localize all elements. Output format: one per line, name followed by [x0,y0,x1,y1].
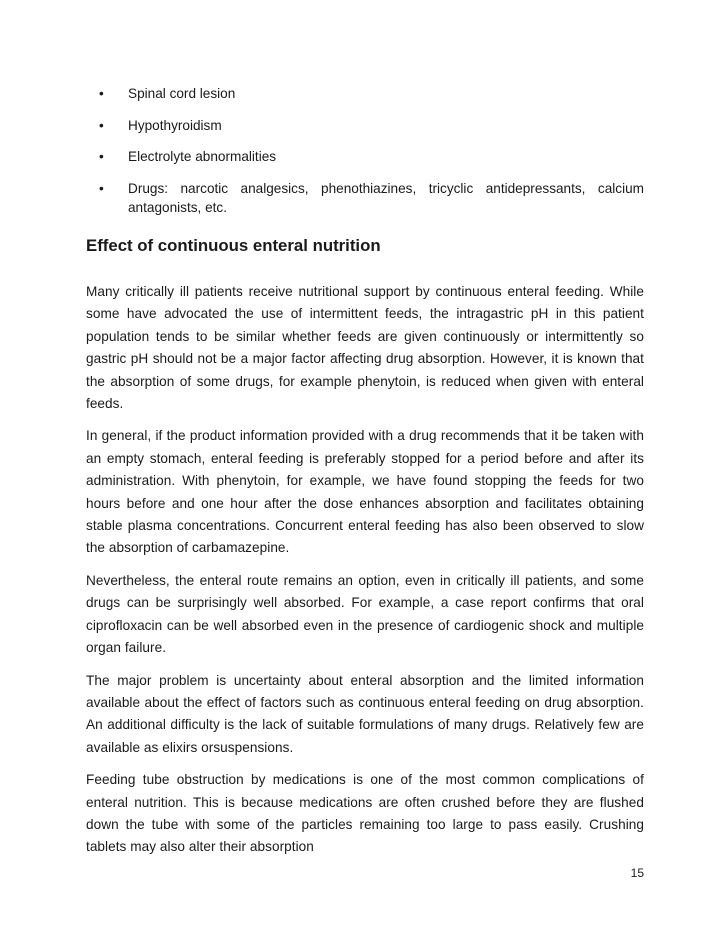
bullet-text: Spinal cord lesion [128,86,236,101]
bullet-icon: • [99,149,104,164]
paragraph: Nevertheless, the enteral route remains an option, even in critically ill patients, and some drugs can be surprisingly well absorbed. For example, a case report confirms that oral ciprofloxacin can be well absorbed even in the presence of cardiogenic shock and multiple organ failure. [86,572,644,656]
list-item [86,84,644,104]
list-item [86,116,644,136]
paragraph: Feeding tube obstruction by medications is one of the most common complications of enteral nutrition. This is because medications are often crushed before they are flushed down the tube with some of the particles remaining too large to pass easily. Crushing tablets may also alter their absorption [86,772,644,855]
bullet-icon: • [99,86,104,101]
page-number: 15 [630,866,644,880]
bullet-text: Drugs: narcotic analgesics, phenothiazines, tricyclic antidepressants, calcium antagonists, etc. [128,180,644,215]
bullet-text: Electrolyte abnormalities [128,149,277,164]
section-heading: Effect of continuous enteral nutrition [86,236,381,255]
bullet-text: Hypothyroidism [128,117,222,133]
paragraph: In general, if the product information provided with a drug recommends that it be taken with an empty stomach, enteral feeding is preferably stopped for a period before and after its administration. With phenytoin, for example, we have found stopping the feeds for two hours before and one hour after the dose enhances absorption and facilitates obtaining stable plasma concentrations. Concurrent enteral feeding has also been observed to slow the absorption of carbamazepine. [86,428,644,556]
list-item [86,147,644,167]
bullet-icon: • [99,117,104,133]
bullet-list [86,84,644,230]
list-item [86,179,644,218]
paragraph: Many critically ill patients receive nutritional support by continuous enteral feeding. While some have advocated the use of intermittent feeds, the intragastric pH in this patient population tends to be similar whether feeds are given continuously or intermittently so gastric pH should not be a major factor affecting drug absorption. However, it is known that the absorption of some drugs, for example phenytoin, is reduced when given with enteral feeds. [86,284,644,412]
bullet-icon: • [99,180,104,196]
paragraph: The major problem is uncertainty about enteral absorption and the limited information available about the effect of factors such as continuous enteral feeding on drug absorption. An additional difficulty is the lack of suitable formulations of many drugs. Relatively few are available as elixirs orsuspensions. [86,672,644,755]
body-text [86,281,644,869]
